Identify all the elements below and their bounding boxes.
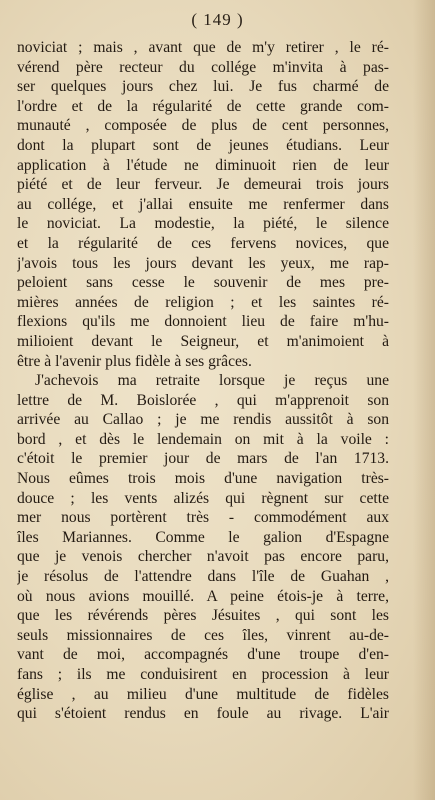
paragraph-1 — [17, 38, 389, 371]
text-line: mières années de religion ; et les saintes ré- — [17, 293, 389, 311]
body-text — [17, 38, 389, 724]
text-line: mer nous portèrent très - commodément aux — [17, 509, 389, 527]
text-line: Nous eûmes trois mois d'une navigation très- — [17, 470, 389, 488]
text-line: qui s'étoient rendus en foule au rivage. L'air — [17, 705, 389, 723]
text-line: seuls missionnaires de ces îles, vinrent au-de- — [17, 626, 389, 644]
text-line: dont la plupart sont de jeunes étudians. Leur — [17, 136, 389, 154]
page-edge-shadow — [413, 0, 435, 800]
text-line: je résolus de l'attendre dans l'île de Guahan , — [17, 568, 389, 586]
text-line: église , au milieu d'une multitude de fidèles — [17, 685, 389, 703]
text-line: piété et de leur ferveur. Je demeurai trois jours — [17, 176, 389, 194]
page-number: ( 149 ) — [191, 10, 244, 29]
text-line: et la régularité de ces fervens novices, que — [17, 234, 389, 252]
text-line: vérend père recteur du collége m'invita à pas- — [17, 58, 389, 76]
text-line: îles Mariannes. Comme le galion d'Espagne — [17, 528, 389, 546]
text-line: ser quelques jours chez lui. Je fus charmé de — [17, 78, 389, 96]
text-line: lettre de M. Boislorée , qui m'apprenoit son — [17, 391, 389, 409]
paragraph-2 — [17, 371, 389, 724]
text-line: où nous avions mouillé. A peine étois-je à terre, — [17, 587, 389, 605]
text-line: douce ; les vents alizés qui règnent sur cette — [17, 489, 389, 507]
text-line: vant de moi, accompagnés d'une troupe d'en- — [17, 646, 389, 664]
text-line: milioient devant le Seigneur, et m'animoient à — [17, 332, 389, 350]
text-line: l'ordre et de la régularité de cette grande com- — [17, 97, 389, 115]
text-line: que je venois chercher n'avoit pas encore paru, — [17, 548, 389, 566]
text-line: au collége, et j'allai ensuite me renfermer dans — [17, 195, 389, 213]
text-line: que les révérends pères Jésuites , qui sont les — [17, 607, 389, 625]
text-line: munauté , composée de plus de cent personnes, — [17, 117, 389, 135]
text-line: peloient sans cesse le souvenir de mes pre- — [17, 274, 389, 292]
text-line: fans ; ils me conduisirent en procession à leur — [17, 666, 389, 683]
text-line: application à l'étude ne diminuoit rien de leur — [17, 156, 389, 174]
text-line: le noviciat. La modestie, la piété, le silence — [17, 215, 389, 233]
text-line: j'avois tous les jours devant les yeux, me rap- — [17, 254, 389, 272]
text-line: c'étoit le premier jour de mars de l'an 1713. — [17, 450, 389, 468]
text-line: arrivée au Callao ; je me rendis aussitôt à son — [17, 411, 389, 429]
text-line: flexions qu'ils me donnoient lieu de faire m'hu- — [17, 313, 389, 331]
text-line: être à l'avenir plus fidèle à ses grâces. — [17, 352, 252, 370]
text-line: bord , et dès le lendemain on mit à la voile : — [17, 430, 389, 448]
text-line: noviciat ; mais , avant que de m'y retirer , le ré- — [17, 39, 389, 56]
text-line: J'achevois ma retraite lorsque je reçus une — [35, 372, 389, 390]
